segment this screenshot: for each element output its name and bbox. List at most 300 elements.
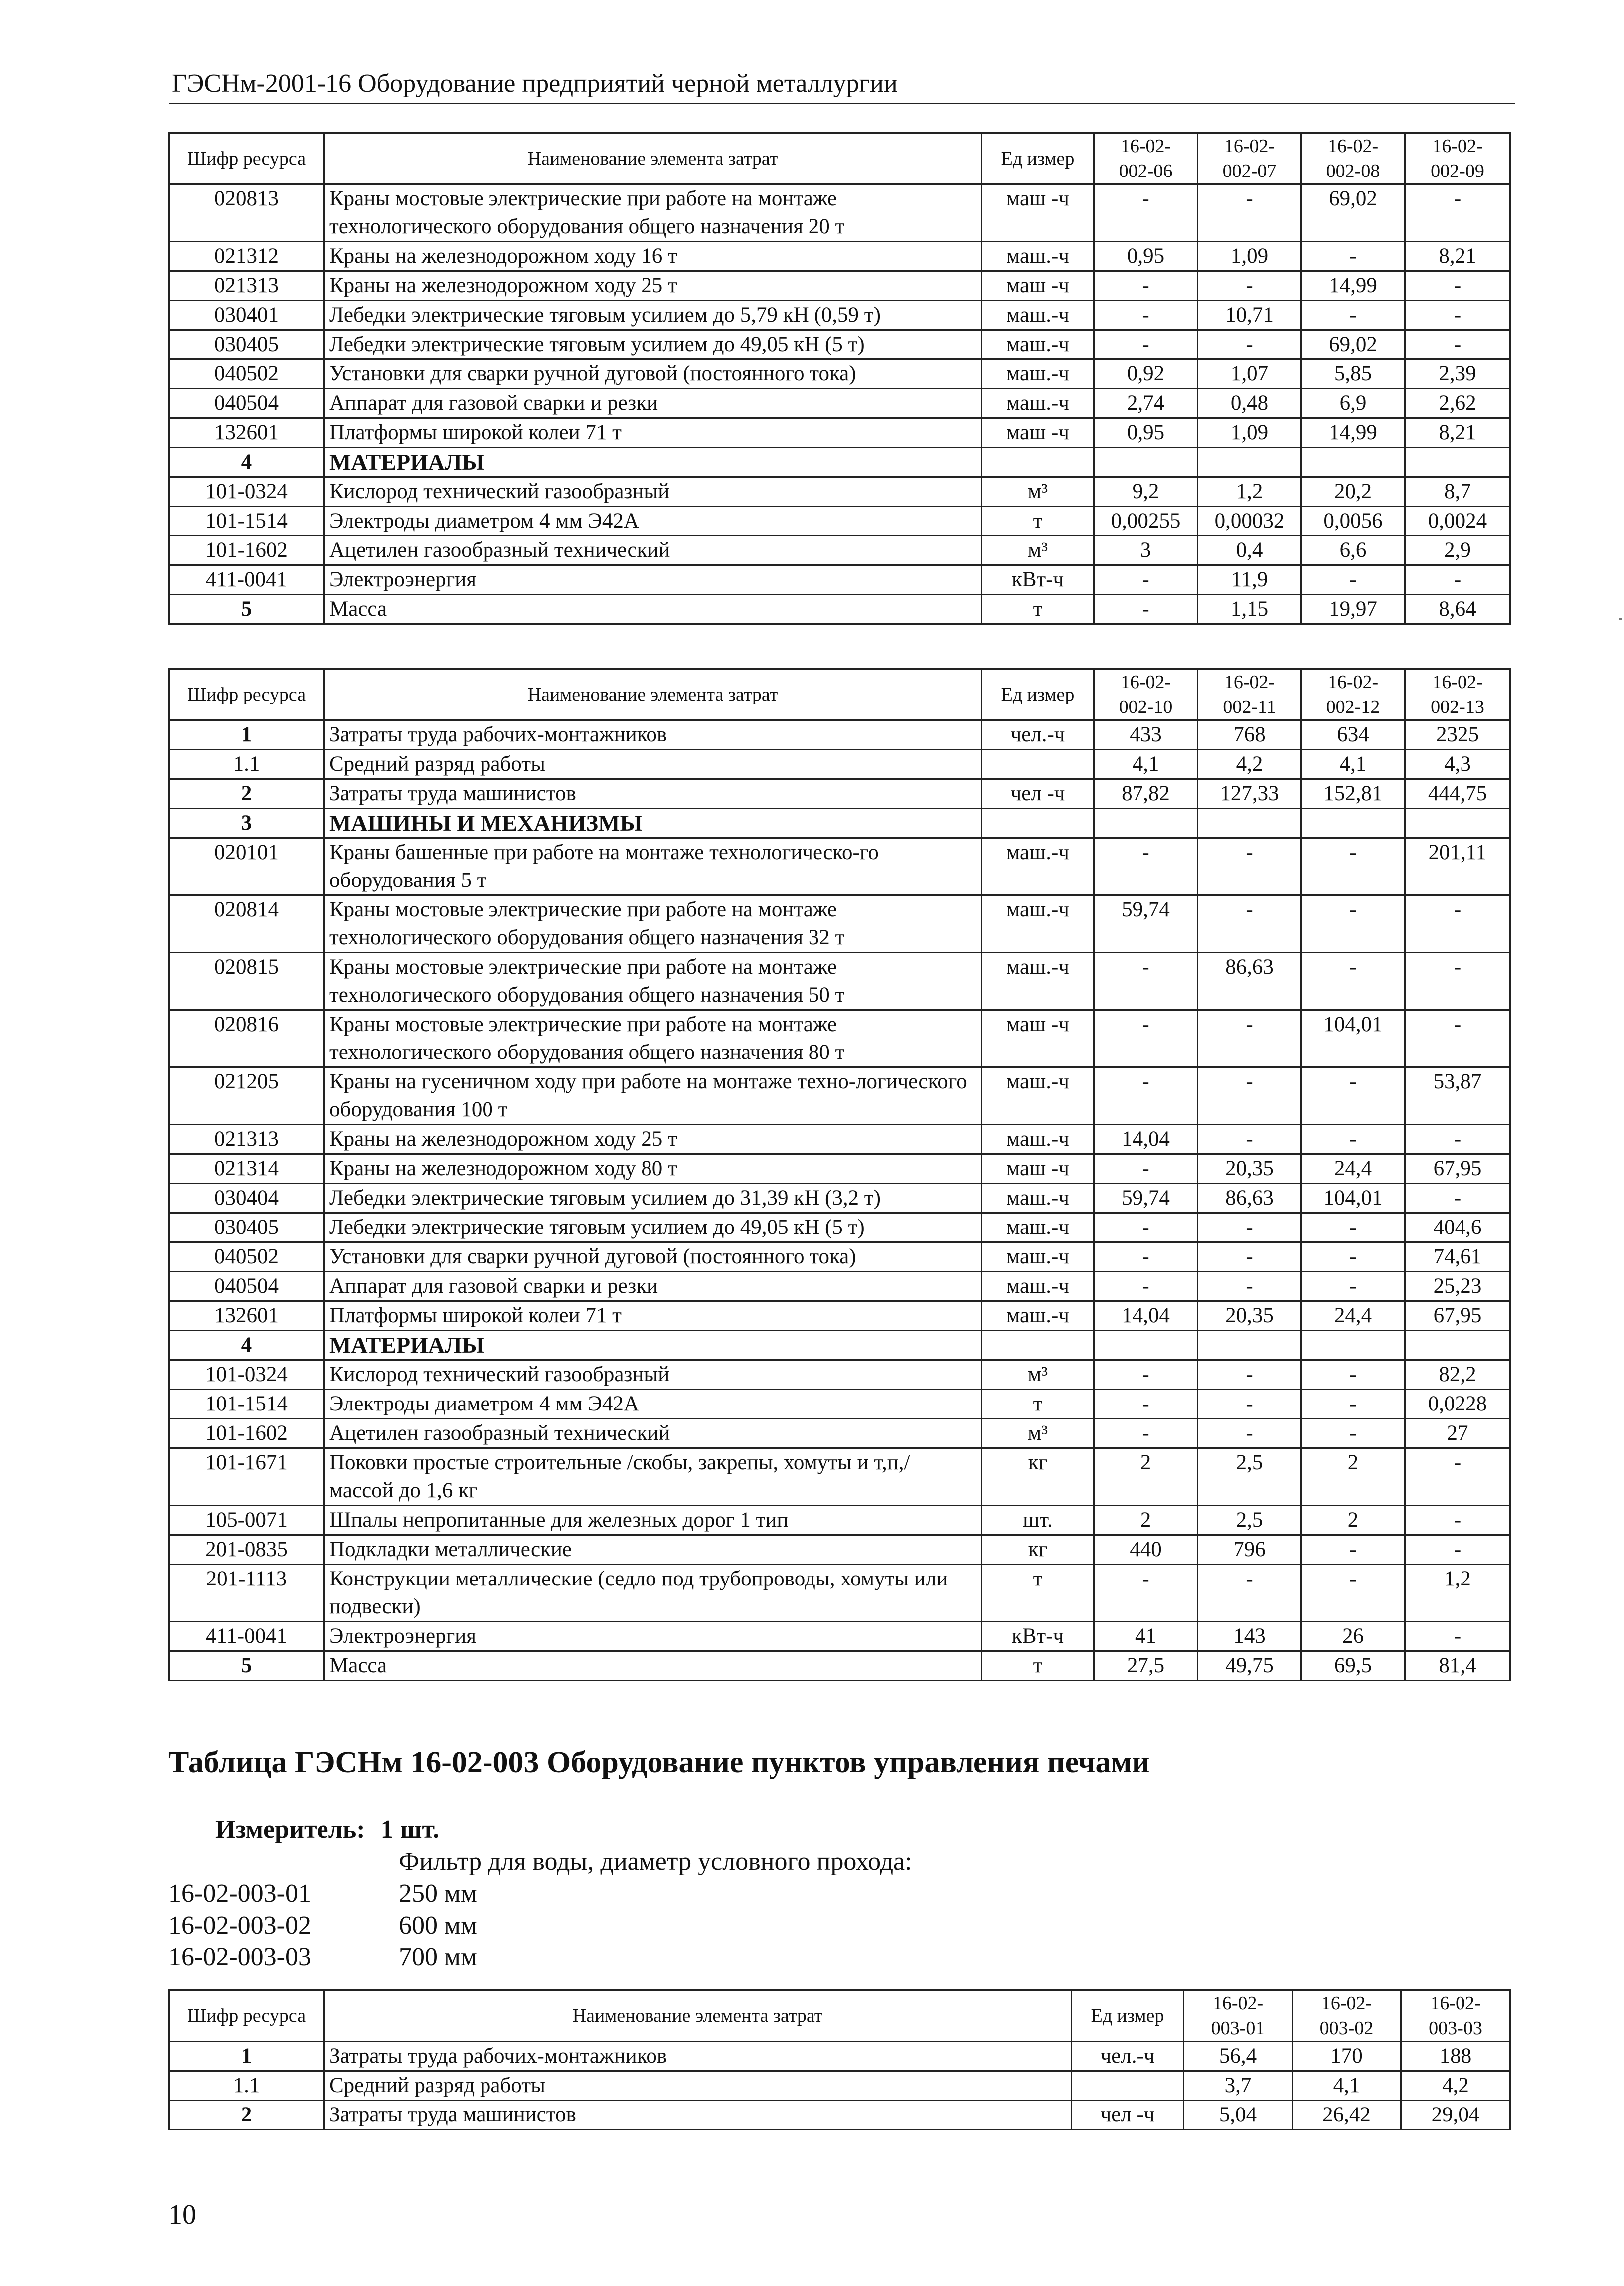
norm-value: 24,4 <box>1301 1154 1405 1184</box>
norm-value: - <box>1405 1535 1510 1565</box>
resource-code: 132601 <box>169 418 324 448</box>
norm-value: 82,2 <box>1405 1360 1510 1390</box>
cost-table-1 <box>168 132 1511 625</box>
norm-value: 3,7 <box>1184 2071 1293 2101</box>
unit-of-measure: м³ <box>982 477 1094 507</box>
norm-value: 1,15 <box>1198 595 1301 624</box>
unit-of-measure: маш.-ч <box>982 1242 1094 1272</box>
norm-value: 1,09 <box>1198 242 1301 271</box>
norm-value: 0,0228 <box>1405 1390 1510 1419</box>
norm-value: - <box>1405 301 1510 330</box>
norm-value: 0,95 <box>1094 418 1198 448</box>
resource-code: 040502 <box>169 359 324 389</box>
resource-code: 020101 <box>169 838 324 895</box>
norm-value: - <box>1405 1622 1510 1651</box>
cost-table-3 <box>168 1989 1511 2130</box>
cost-element-name: Шпалы непропитанные для железных дорог 1 тип <box>324 1506 982 1535</box>
norm-value: - <box>1405 330 1510 359</box>
resource-code: 030405 <box>169 1213 324 1242</box>
table-row <box>169 1360 1510 1390</box>
norm-value: - <box>1198 1390 1301 1419</box>
table-row <box>169 1390 1510 1419</box>
norm-value: - <box>1198 1242 1301 1272</box>
norm-value <box>1405 1331 1510 1360</box>
cost-element-name: Краны мостовые электрические при работе на монтаже технологического оборудования общего назначения 50 т <box>324 953 982 1010</box>
unit-of-measure: чел -ч <box>982 779 1094 809</box>
norm-value: 8,21 <box>1405 418 1510 448</box>
norm-value: 74,61 <box>1405 1242 1510 1272</box>
filter-code-2: 16-02-003-02 <box>168 1911 311 1939</box>
unit-of-measure: маш.-ч <box>982 838 1094 895</box>
table-row <box>169 1565 1510 1622</box>
norm-value: - <box>1094 1565 1198 1622</box>
unit-of-measure: чел -ч <box>1072 2101 1184 2130</box>
norm-value: 2,39 <box>1405 359 1510 389</box>
resource-code: 020813 <box>169 184 324 242</box>
resource-code: 030405 <box>169 330 324 359</box>
norm-value <box>1405 809 1510 838</box>
cost-element-name: Электроды диаметром 4 мм Э42А <box>324 507 982 536</box>
cost-element-name: Ацетилен газообразный технический <box>324 536 982 565</box>
col-header-norm-1: 16-02- 002-06 <box>1094 133 1198 184</box>
norm-value: 2,62 <box>1405 389 1510 418</box>
table-row <box>169 1154 1510 1184</box>
table-row <box>169 2101 1510 2130</box>
norm-value: 29,04 <box>1401 2101 1510 2130</box>
norm-value: - <box>1198 1565 1301 1622</box>
norm-value: - <box>1405 1506 1510 1535</box>
cost-element-name: Кислород технический газообразный <box>324 477 982 507</box>
resource-code: 101-0324 <box>169 477 324 507</box>
norm-value: 19,97 <box>1301 595 1405 624</box>
norm-value: 56,4 <box>1184 2042 1293 2071</box>
filter-code-1: 16-02-003-01 <box>168 1879 311 1908</box>
section-row <box>169 809 1510 838</box>
norm-value: - <box>1198 330 1301 359</box>
norm-value: 14,99 <box>1301 418 1405 448</box>
norm-value: 27,5 <box>1094 1651 1198 1681</box>
table-row <box>169 1184 1510 1213</box>
table-row <box>169 779 1510 809</box>
section-row <box>169 448 1510 477</box>
resource-code: 132601 <box>169 1301 324 1331</box>
norm-value: - <box>1094 1360 1198 1390</box>
resource-code: 020815 <box>169 953 324 1010</box>
norm-value: - <box>1301 242 1405 271</box>
table-row <box>169 720 1510 750</box>
unit-of-measure: кВт-ч <box>982 565 1094 595</box>
norm-value: - <box>1094 595 1198 624</box>
col-header-norm-2: 16-02- 002-11 <box>1198 669 1301 720</box>
norm-value: 53,87 <box>1405 1067 1510 1125</box>
norm-value: - <box>1301 1565 1405 1622</box>
norm-value: - <box>1301 301 1405 330</box>
norm-value: - <box>1301 895 1405 953</box>
norm-value: - <box>1198 1272 1301 1301</box>
unit-of-measure <box>982 750 1094 779</box>
margin-mark <box>1619 618 1622 620</box>
norm-value: - <box>1094 565 1198 595</box>
norm-value <box>1198 448 1301 477</box>
cost-element-name: Затраты труда рабочих-монтажников <box>324 720 982 750</box>
table-row <box>169 1242 1510 1272</box>
resource-code: 4 <box>169 1331 324 1360</box>
norm-value: 4,1 <box>1301 750 1405 779</box>
resource-code: 2 <box>169 779 324 809</box>
norm-value <box>1094 809 1198 838</box>
norm-value: - <box>1301 1067 1405 1125</box>
measure-line <box>215 1815 439 1844</box>
table-row <box>169 1010 1510 1067</box>
table-row <box>169 1448 1510 1506</box>
unit-of-measure: маш.-ч <box>982 1184 1094 1213</box>
unit-of-measure <box>982 448 1094 477</box>
cost-element-name: Лебедки электрические тяговым усилием до 5,79 кН (0,59 т) <box>324 301 982 330</box>
norm-value: - <box>1094 1010 1198 1067</box>
norm-value: 152,81 <box>1301 779 1405 809</box>
table-row <box>169 359 1510 389</box>
resource-code: 040504 <box>169 389 324 418</box>
table-row <box>169 330 1510 359</box>
norm-value: 444,75 <box>1405 779 1510 809</box>
table-row <box>169 1301 1510 1331</box>
norm-value: - <box>1094 953 1198 1010</box>
cost-element-name: Аппарат для газовой сварки и резки <box>324 389 982 418</box>
unit-of-measure: м³ <box>982 536 1094 565</box>
norm-value: - <box>1405 1010 1510 1067</box>
cost-element-name: Масса <box>324 1651 982 1681</box>
unit-of-measure: маш.-ч <box>982 389 1094 418</box>
norm-value: - <box>1198 1213 1301 1242</box>
norm-value: 2 <box>1301 1448 1405 1506</box>
resource-code: 101-1514 <box>169 1390 324 1419</box>
cost-element-name: Краны мостовые электрические при работе на монтаже технологического оборудования общего назначения 80 т <box>324 1010 982 1067</box>
resource-code: 021312 <box>169 242 324 271</box>
page-number: 10 <box>168 2199 196 2230</box>
cost-element-name: Конструкции металлические (седло под трубопроводы, хомуты или подвески) <box>324 1565 982 1622</box>
norm-value <box>1301 448 1405 477</box>
norm-value <box>1301 809 1405 838</box>
norm-value <box>1405 448 1510 477</box>
cost-element-name: Затраты труда рабочих-монтажников <box>324 2042 1072 2071</box>
norm-value: 0,4 <box>1198 536 1301 565</box>
norm-value: - <box>1198 1360 1301 1390</box>
norm-value <box>1094 1331 1198 1360</box>
resource-code: 2 <box>169 2101 324 2130</box>
cost-element-name: Затраты труда машинистов <box>324 779 982 809</box>
norm-value: 4,2 <box>1401 2071 1510 2101</box>
norm-value: 20,2 <box>1301 477 1405 507</box>
resource-code: 021313 <box>169 271 324 301</box>
section-heading: МАШИНЫ И МЕХАНИЗМЫ <box>324 809 982 838</box>
unit-of-measure: м³ <box>982 1419 1094 1448</box>
norm-value: 27 <box>1405 1419 1510 1448</box>
unit-of-measure: маш.-ч <box>982 301 1094 330</box>
cost-element-name: Установки для сварки ручной дуговой (постоянного тока) <box>324 359 982 389</box>
table-row <box>169 565 1510 595</box>
norm-value: 69,02 <box>1301 330 1405 359</box>
resource-code: 5 <box>169 1651 324 1681</box>
table-row <box>169 389 1510 418</box>
col-header-unit: Ед измер <box>982 669 1094 720</box>
col-header-norm-3: 16-02- 002-12 <box>1301 669 1405 720</box>
norm-value: 4,1 <box>1293 2071 1401 2101</box>
norm-value: 10,71 <box>1198 301 1301 330</box>
norm-value: - <box>1094 1272 1198 1301</box>
unit-of-measure: маш.-ч <box>982 359 1094 389</box>
resource-code: 5 <box>169 595 324 624</box>
norm-value: 201,11 <box>1405 838 1510 895</box>
norm-value: 6,9 <box>1301 389 1405 418</box>
norm-value: - <box>1301 565 1405 595</box>
table-row <box>169 418 1510 448</box>
cost-element-name: Затраты труда машинистов <box>324 2101 1072 2130</box>
norm-value: 0,92 <box>1094 359 1198 389</box>
norm-value: 796 <box>1198 1535 1301 1565</box>
norm-value: 69,5 <box>1301 1651 1405 1681</box>
norm-value: 9,2 <box>1094 477 1198 507</box>
norm-value: 4,2 <box>1198 750 1301 779</box>
norm-value: 49,75 <box>1198 1651 1301 1681</box>
norm-value: - <box>1094 1213 1198 1242</box>
norm-value: 25,23 <box>1405 1272 1510 1301</box>
norm-value: 81,4 <box>1405 1651 1510 1681</box>
norm-value: - <box>1405 895 1510 953</box>
norm-value: 2,5 <box>1198 1506 1301 1535</box>
unit-of-measure: маш.-ч <box>982 1125 1094 1154</box>
resource-code: 101-1602 <box>169 1419 324 1448</box>
unit-of-measure: маш.-ч <box>982 330 1094 359</box>
cost-element-name: Краны мостовые электрические при работе на монтаже технологического оборудования общего назначения 20 т <box>324 184 982 242</box>
norm-value: 2,5 <box>1198 1448 1301 1506</box>
table-row <box>169 2071 1510 2101</box>
col-header-name: Наименование элемента затрат <box>324 669 982 720</box>
norm-value <box>1198 809 1301 838</box>
cost-element-name: Установки для сварки ручной дуговой (постоянного тока) <box>324 1242 982 1272</box>
cost-element-name: Подкладки металлические <box>324 1535 982 1565</box>
unit-of-measure: маш.-ч <box>982 895 1094 953</box>
unit-of-measure: кг <box>982 1448 1094 1506</box>
norm-value: - <box>1405 1448 1510 1506</box>
norm-value: 440 <box>1094 1535 1198 1565</box>
col-header-norm-1: 16-02- 003-01 <box>1184 1990 1293 2042</box>
norm-value: - <box>1301 1125 1405 1154</box>
resource-code: 1.1 <box>169 750 324 779</box>
cost-element-name: Лебедки электрические тяговым усилием до 49,05 кН (5 т) <box>324 330 982 359</box>
norm-value: 24,4 <box>1301 1301 1405 1331</box>
norm-value: - <box>1301 1213 1405 1242</box>
norm-value: 2 <box>1094 1506 1198 1535</box>
col-header-norm-2: 16-02- 003-02 <box>1293 1990 1401 2042</box>
resource-code: 101-1514 <box>169 507 324 536</box>
norm-value: 3 <box>1094 536 1198 565</box>
cost-element-name: Платформы широкой колеи 71 т <box>324 418 982 448</box>
norm-value: - <box>1198 1010 1301 1067</box>
table-row <box>169 1213 1510 1242</box>
resource-code: 1 <box>169 720 324 750</box>
norm-value <box>1094 448 1198 477</box>
table-row <box>169 1067 1510 1125</box>
norm-value: - <box>1094 330 1198 359</box>
norm-value: 4,3 <box>1405 750 1510 779</box>
unit-of-measure <box>982 1331 1094 1360</box>
unit-of-measure: маш -ч <box>982 1154 1094 1184</box>
unit-of-measure: маш -ч <box>982 418 1094 448</box>
unit-of-measure: шт. <box>982 1506 1094 1535</box>
norm-value: - <box>1405 565 1510 595</box>
resource-code: 3 <box>169 809 324 838</box>
norm-value: 59,74 <box>1094 1184 1198 1213</box>
measure-value: 1 шт. <box>380 1815 440 1844</box>
cost-element-name: Электроэнергия <box>324 1622 982 1651</box>
resource-code: 040504 <box>169 1272 324 1301</box>
table-row <box>169 477 1510 507</box>
norm-value: 87,82 <box>1094 779 1198 809</box>
norm-value: - <box>1198 838 1301 895</box>
norm-value: 170 <box>1293 2042 1401 2071</box>
norm-value: 86,63 <box>1198 1184 1301 1213</box>
norm-value: 104,01 <box>1301 1010 1405 1067</box>
resource-code: 1 <box>169 2042 324 2071</box>
norm-value: 59,74 <box>1094 895 1198 953</box>
norm-value: 1,2 <box>1198 477 1301 507</box>
norm-value: 41 <box>1094 1622 1198 1651</box>
norm-value: 0,48 <box>1198 389 1301 418</box>
unit-of-measure: маш.-ч <box>982 1067 1094 1125</box>
unit-of-measure: чел.-ч <box>1072 2042 1184 2071</box>
norm-value: - <box>1301 1360 1405 1390</box>
table-row <box>169 271 1510 301</box>
cost-element-name: Кислород технический газообразный <box>324 1360 982 1390</box>
resource-code: 201-0835 <box>169 1535 324 1565</box>
cost-element-name: Краны на гусеничном ходу при работе на монтаже техно-логического оборудования 100 т <box>324 1067 982 1125</box>
unit-of-measure: т <box>982 507 1094 536</box>
norm-value: 1,07 <box>1198 359 1301 389</box>
norm-value: 2,74 <box>1094 389 1198 418</box>
norm-value: 2,9 <box>1405 536 1510 565</box>
cost-table-2 <box>168 668 1511 1681</box>
norm-value: 433 <box>1094 720 1198 750</box>
resource-code: 040502 <box>169 1242 324 1272</box>
norm-value: 20,35 <box>1198 1301 1301 1331</box>
norm-value: 8,64 <box>1405 595 1510 624</box>
running-header: ГЭСНм-2001-16 Оборудование предприятий черной металлургии <box>172 69 898 98</box>
col-header-code: Шифр ресурса <box>169 1990 324 2042</box>
section-row <box>169 1331 1510 1360</box>
col-header-norm-3: 16-02- 003-03 <box>1401 1990 1510 2042</box>
norm-value: 5,04 <box>1184 2101 1293 2130</box>
norm-value: - <box>1094 301 1198 330</box>
header-row <box>169 1990 1510 2042</box>
col-header-unit: Ед измер <box>1072 1990 1184 2042</box>
unit-of-measure: маш -ч <box>982 184 1094 242</box>
unit-of-measure: т <box>982 1390 1094 1419</box>
norm-value: - <box>1094 1390 1198 1419</box>
resource-code: 411-0041 <box>169 1622 324 1651</box>
norm-value: - <box>1094 1419 1198 1448</box>
norm-value: - <box>1198 895 1301 953</box>
resource-code: 030401 <box>169 301 324 330</box>
resource-code: 4 <box>169 448 324 477</box>
table-row <box>169 1622 1510 1651</box>
norm-value: - <box>1301 1390 1405 1419</box>
unit-of-measure: маш.-ч <box>982 953 1094 1010</box>
table-row <box>169 1535 1510 1565</box>
unit-of-measure: маш.-ч <box>982 1272 1094 1301</box>
header-rule <box>169 103 1515 104</box>
norm-value: 127,33 <box>1198 779 1301 809</box>
cost-element-name: Поковки простые строительные /скобы, закрепы, хомуты и т,п,/ массой до 1,6 кг <box>324 1448 982 1506</box>
table-row <box>169 301 1510 330</box>
cost-element-name: Ацетилен газообразный технический <box>324 1419 982 1448</box>
norm-value: 1,2 <box>1405 1565 1510 1622</box>
resource-code: 101-0324 <box>169 1360 324 1390</box>
norm-value: 188 <box>1401 2042 1510 2071</box>
norm-value: - <box>1301 1419 1405 1448</box>
table-row <box>169 895 1510 953</box>
table-row <box>169 507 1510 536</box>
table-row <box>169 750 1510 779</box>
norm-value <box>1198 1331 1301 1360</box>
norm-value: - <box>1094 184 1198 242</box>
norm-value: - <box>1405 953 1510 1010</box>
col-header-norm-4: 16-02- 002-13 <box>1405 669 1510 720</box>
norm-value: 69,02 <box>1301 184 1405 242</box>
resource-code: 105-0071 <box>169 1506 324 1535</box>
filter-code-3: 16-02-003-03 <box>168 1943 311 1971</box>
table-row <box>169 184 1510 242</box>
col-header-norm-2: 16-02- 002-07 <box>1198 133 1301 184</box>
section-title: Таблица ГЭСНм 16-02-003 Оборудование пунктов управления печами <box>168 1746 1150 1779</box>
norm-value: - <box>1301 1242 1405 1272</box>
norm-value <box>1301 1331 1405 1360</box>
cost-element-name: Краны на железнодорожном ходу 16 т <box>324 242 982 271</box>
filter-caption: Фильтр для воды, диаметр условного прохода: <box>399 1847 912 1876</box>
norm-value: - <box>1094 1154 1198 1184</box>
norm-value: - <box>1405 271 1510 301</box>
norm-value: - <box>1198 1125 1301 1154</box>
unit-of-measure <box>982 809 1094 838</box>
table-row <box>169 1272 1510 1301</box>
cost-element-name: Платформы широкой колеи 71 т <box>324 1301 982 1331</box>
col-header-code: Шифр ресурса <box>169 133 324 184</box>
norm-value: 2 <box>1301 1506 1405 1535</box>
resource-code: 1.1 <box>169 2071 324 2101</box>
resource-code: 020816 <box>169 1010 324 1067</box>
norm-value: - <box>1198 184 1301 242</box>
norm-value: 14,99 <box>1301 271 1405 301</box>
filter-value-2: 600 мм <box>399 1911 477 1939</box>
cost-element-name: Краны мостовые электрические при работе на монтаже технологического оборудования общего назначения 32 т <box>324 895 982 953</box>
resource-code: 101-1602 <box>169 536 324 565</box>
filter-value-1: 250 мм <box>399 1879 477 1908</box>
col-header-name: Наименование элемента затрат <box>324 1990 1072 2042</box>
norm-value: - <box>1301 838 1405 895</box>
unit-of-measure: т <box>982 595 1094 624</box>
filter-value-3: 700 мм <box>399 1943 477 1971</box>
norm-value: - <box>1198 1419 1301 1448</box>
table-row <box>169 1125 1510 1154</box>
norm-value: 20,35 <box>1198 1154 1301 1184</box>
norm-value: 2 <box>1094 1448 1198 1506</box>
table-row <box>169 1651 1510 1681</box>
norm-value: 86,63 <box>1198 953 1301 1010</box>
norm-value: 0,00032 <box>1198 507 1301 536</box>
cost-element-name: Электроды диаметром 4 мм Э42А <box>324 1390 982 1419</box>
table-row <box>169 595 1510 624</box>
norm-value: 8,21 <box>1405 242 1510 271</box>
header-row <box>169 669 1510 720</box>
